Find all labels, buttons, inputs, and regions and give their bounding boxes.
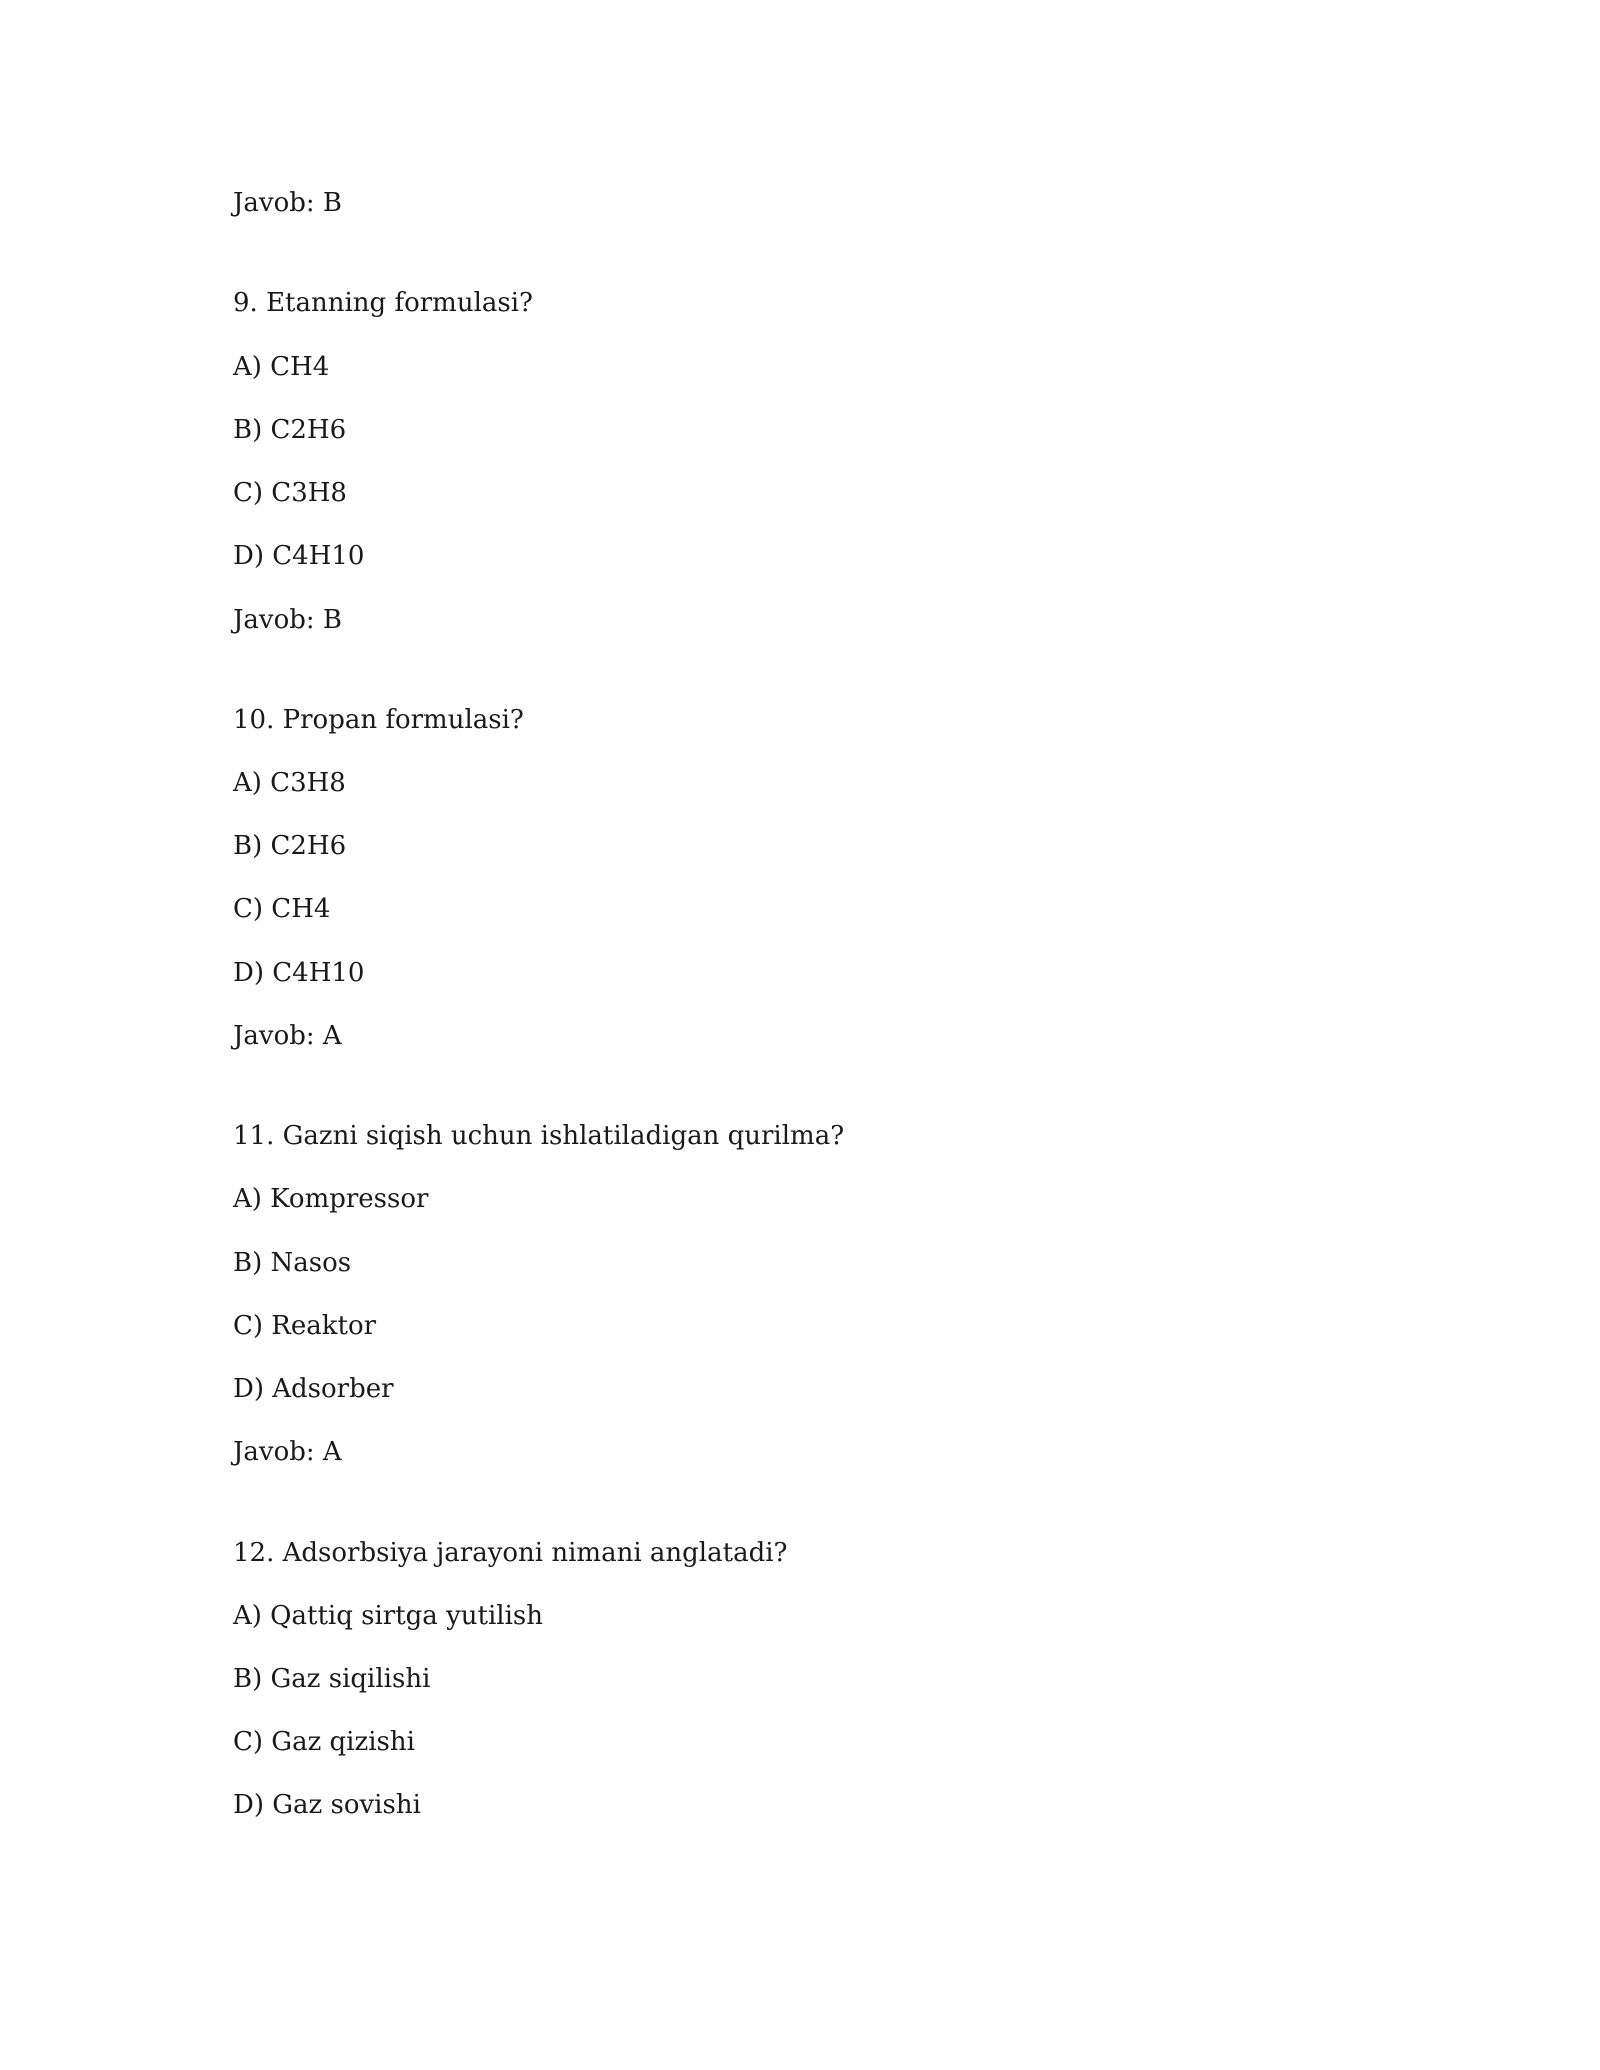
option-line: B) C2H6	[233, 831, 347, 861]
answer-line: Javob: A	[233, 1437, 342, 1467]
option-line: B) C2H6	[233, 415, 347, 445]
question-title: 9. Etanning formulasi?	[233, 288, 533, 318]
option-line: A) Kompressor	[233, 1184, 429, 1214]
option-line: D) C4H10	[233, 958, 365, 988]
question-title: 11. Gazni siqish uchun ishlatiladigan qurilma?	[233, 1121, 845, 1151]
option-line: A) Qattiq sirtga yutilish	[233, 1601, 543, 1631]
option-line: A) CH4	[233, 352, 330, 382]
option-line: C) CH4	[233, 894, 331, 924]
option-line: C) Reaktor	[233, 1311, 377, 1341]
option-line: A) C3H8	[233, 768, 346, 798]
option-line: B) Gaz siqilishi	[233, 1664, 431, 1694]
answer-line: Javob: B	[233, 605, 343, 635]
option-line: C) C3H8	[233, 478, 347, 508]
answer-line: Javob: B	[233, 188, 343, 218]
answer-line: Javob: A	[233, 1021, 342, 1051]
option-line: D) Adsorber	[233, 1374, 394, 1404]
option-line: D) C4H10	[233, 541, 365, 571]
question-title: 10. Propan formulasi?	[233, 705, 524, 735]
option-line: C) Gaz qizishi	[233, 1727, 415, 1757]
question-title: 12. Adsorbsiya jarayoni nimani anglatadi?	[233, 1538, 788, 1568]
option-line: D) Gaz sovishi	[233, 1790, 421, 1820]
option-line: B) Nasos	[233, 1248, 352, 1278]
